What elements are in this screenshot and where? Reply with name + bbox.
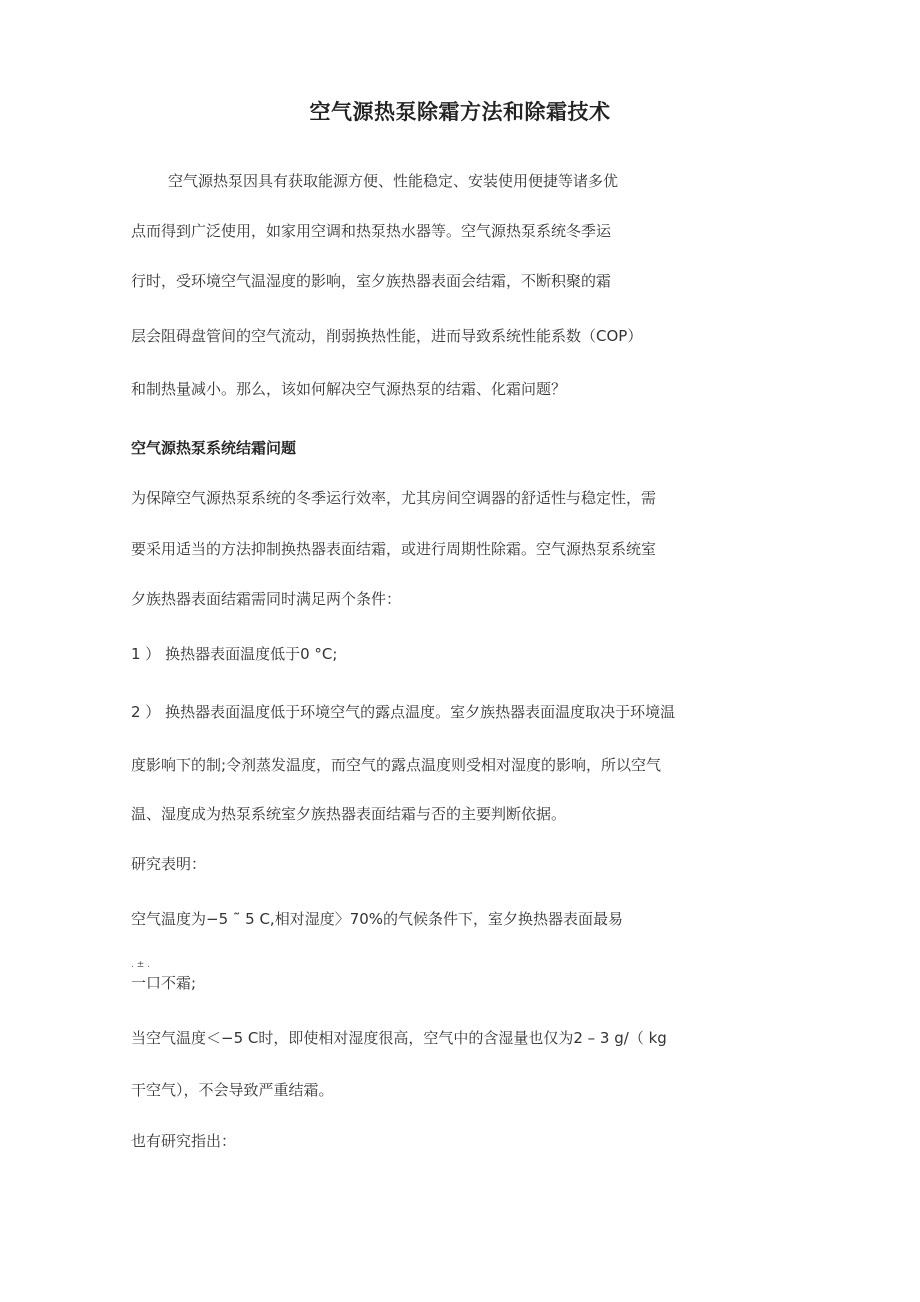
section-heading: 空气源热泵系统结霜问题 [131,439,297,457]
section-line-7: 温、湿度成为热泵系统室夕族热器表面结霜与否的主要判断依据。 [131,805,567,823]
research-line-1: 空气温度为−5 ˜ 5 C,相对湿度〉70%的气候条件下，室夕换热器表面最易 [131,910,624,928]
section-line-3: 夕族热器表面结霜需同时满足两个条件： [131,590,402,608]
condition-1: 1 ） 换热器表面温度低于0 °C; [131,645,338,663]
intro-line-2: 点而得到广泛使用，如家用空调和热泵热水器等。空气源热泵系统冬季运 [131,222,612,240]
intro-line-5: 和制热量减小。那么，该如何解决空气源热泵的结霜、化霜问题？ [131,380,567,398]
intro-line-4: 层会阻碍盘管间的空气流动，削弱换热性能，进而导致系统性能系数（COP） [131,327,643,345]
research-line-3: 当空气温度＜−5 C时，即使相对湿度很高，空气中的含湿量也仅为2 – 3 g/（ kg [131,1029,667,1047]
intro-line-1: 空气源热泵因具有获取能源方便、性能稳定、安装使用便捷等诸多优 [168,172,619,190]
stray-mark: . ± . [131,960,150,970]
intro-line-3: 行时，受环境空气温湿度的影响，室夕族热器表面会结霜，不断积聚的霜 [131,272,612,290]
research-line-2: 一口不霜; [131,974,197,992]
research-label: 研究表明： [131,855,207,873]
also-research-label: 也有研究指出： [131,1132,237,1150]
condition-2: 2 ） 换热器表面温度低于环境空气的露点温度。室夕族热器表面温度取决于环境温 [131,703,676,721]
section-line-2: 要采用适当的方法抑制换热器表面结霜，或进行周期性除霜。空气源热泵系统室 [131,540,657,558]
research-line-4: 干空气），不会导致严重结霜。 [131,1081,334,1099]
document-title: 空气源热泵除霜方法和除霜技术 [309,100,611,124]
section-line-1: 为保障空气源热泵系统的冬季运行效率，尤其房间空调器的舒适性与稳定性，需 [131,489,657,507]
section-line-6: 度影响下的制;令剂蒸发温度，而空气的露点温度则受相对湿度的影响，所以空气 [131,756,662,774]
